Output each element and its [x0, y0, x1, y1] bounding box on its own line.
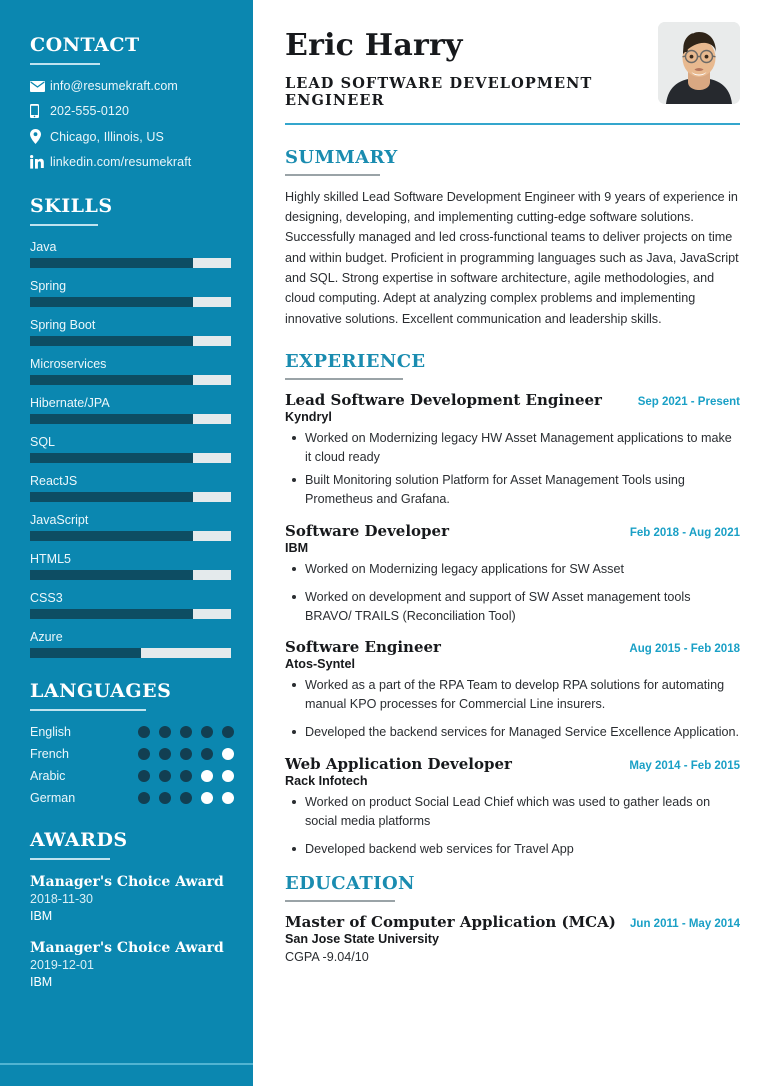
- job-bullet: Worked as a part of the RPA Team to develop RPA solutions for automating manual KPO processes for Commercial Line insurers.: [285, 676, 740, 714]
- rating-dot: [138, 726, 150, 738]
- job-bullet-list: [285, 560, 740, 626]
- page-title: Eric Harry: [285, 28, 463, 63]
- job-role: Web Application Developer: [285, 755, 512, 774]
- job-date-range: Feb 2018 - Aug 2021: [629, 526, 740, 539]
- job-date-range: Sep 2021 - Present: [637, 396, 740, 409]
- skill-label: Hibernate/JPA: [30, 396, 110, 410]
- rating-dot: [159, 748, 171, 760]
- skill-label: HTML5: [30, 552, 71, 566]
- skill-bar-fill: [30, 453, 193, 463]
- skill-label: Java: [30, 240, 57, 254]
- rating-dot: [201, 748, 213, 760]
- language-rating: [138, 792, 234, 804]
- job-role: Lead Software Development Engineer: [285, 391, 602, 410]
- experience-item-header: [285, 391, 740, 409]
- experience-item-header: [285, 755, 740, 773]
- rating-dot: [222, 792, 234, 804]
- award-date: 2018-11-30: [30, 892, 94, 906]
- languages-list: [30, 725, 231, 805]
- map-pin-icon: [30, 129, 50, 144]
- skills-heading: SKILLS: [30, 195, 113, 217]
- rating-dot: [138, 792, 150, 804]
- main-content: [253, 0, 768, 1086]
- language-item: [30, 725, 231, 739]
- summary-section: [285, 147, 740, 330]
- award-title: Manager's Choice Award: [30, 939, 224, 956]
- job-bullet-list: [285, 429, 740, 509]
- skill-label: ReactJS: [30, 474, 78, 488]
- experience-item: [285, 391, 740, 509]
- summary-heading-rule: [285, 174, 380, 176]
- skill-bar: [30, 414, 231, 424]
- skill-item: [30, 474, 231, 502]
- experience-item: [285, 638, 740, 742]
- language-label: French: [30, 747, 69, 761]
- experience-heading: EXPERIENCE: [285, 351, 426, 373]
- skill-bar: [30, 531, 231, 541]
- education-item: [285, 913, 740, 964]
- rating-dot: [222, 770, 234, 782]
- skill-bar-fill: [30, 375, 193, 385]
- job-bullet-list: [285, 676, 740, 742]
- awards-list: [30, 874, 231, 990]
- skill-item: [30, 318, 231, 346]
- header-job-title: LEAD SOFTWARE DEVELOPMENT ENGINEER: [285, 74, 593, 109]
- skill-item: [30, 396, 231, 424]
- education-degree: Master of Computer Application (MCA): [285, 912, 616, 931]
- skill-item: [30, 513, 231, 541]
- summary-heading: SUMMARY: [285, 146, 398, 168]
- job-role: Software Engineer: [285, 638, 441, 657]
- education-section: [285, 873, 740, 964]
- header-divider: [285, 123, 740, 125]
- contact-item-email[interactable]: [30, 79, 231, 93]
- experience-item: [285, 522, 740, 626]
- language-label: Arabic: [30, 769, 66, 783]
- language-rating: [138, 726, 234, 738]
- skills-list: [30, 240, 231, 658]
- experience-item-header: [285, 638, 740, 656]
- rating-dot: [180, 726, 192, 738]
- rating-dot: [222, 748, 234, 760]
- skill-label: Azure: [30, 630, 63, 644]
- award-item: [30, 940, 231, 990]
- skill-bar: [30, 609, 231, 619]
- skill-label: Spring Boot: [30, 318, 96, 332]
- skill-bar-fill: [30, 570, 193, 580]
- summary-text: Highly skilled Lead Software Development Engineer with 9 years of experience in designing, developing, and implementing cutting-edge software solutions. Successfully managed and led cross-functional teams to deliver projects on time and within budget. Proficient in programming languages such as Java, JavaScript and SQL. Strong expertise in software architecture, agile methodologies, and cloud computing. Adept at analyzing complex problems and implementing innovative solutions. Excellent communication and leadership skills.: [285, 189, 739, 326]
- job-bullet: Worked on development and support of SW Asset management tools BRAVO/ TRAILS (Reconciliation Tool): [285, 588, 740, 626]
- contact-list: [30, 79, 231, 169]
- language-rating: [138, 770, 234, 782]
- sidebar: [0, 0, 253, 1086]
- skill-item: [30, 552, 231, 580]
- skill-bar: [30, 336, 231, 346]
- rating-dot: [201, 792, 213, 804]
- education-list: [285, 913, 740, 964]
- award-item: [30, 874, 231, 924]
- skill-bar: [30, 570, 231, 580]
- skill-bar-fill: [30, 609, 193, 619]
- rating-dot: [159, 770, 171, 782]
- skill-bar: [30, 453, 231, 463]
- education-heading-rule: [285, 900, 395, 902]
- skill-item: [30, 240, 231, 268]
- job-company: Kyndryl: [285, 410, 332, 425]
- contact-heading-rule: [30, 63, 100, 65]
- job-bullet: Worked on Modernizing legacy applications for SW Asset: [285, 560, 740, 579]
- education-date-range: Jun 2011 - May 2014: [630, 917, 740, 930]
- experience-item-header: [285, 522, 740, 540]
- job-bullet: Worked on Modernizing legacy HW Asset Management applications to make it cloud ready: [285, 429, 740, 467]
- skill-item: [30, 357, 231, 385]
- contact-item-location[interactable]: [30, 129, 231, 144]
- job-bullet-list: [285, 793, 740, 859]
- skill-label: SQL: [30, 435, 56, 449]
- rating-dot: [159, 792, 171, 804]
- language-label: German: [30, 791, 76, 805]
- skills-heading-rule: [30, 224, 98, 226]
- skill-bar-fill: [30, 297, 193, 307]
- rating-dot: [138, 770, 150, 782]
- language-label: English: [30, 725, 71, 739]
- contact-section: [30, 34, 231, 169]
- skill-bar-fill: [30, 531, 193, 541]
- languages-heading: LANGUAGES: [30, 680, 172, 702]
- rating-dot: [201, 726, 213, 738]
- job-role: Software Developer: [285, 521, 449, 540]
- contact-heading: CONTACT: [30, 34, 140, 56]
- header-text-block: [285, 22, 658, 109]
- skill-bar-fill: [30, 336, 193, 346]
- job-company: Atos-Syntel: [285, 657, 355, 672]
- skill-bar: [30, 375, 231, 385]
- contact-phone-text: 202-555-0120: [50, 104, 130, 118]
- awards-heading-rule: [30, 858, 110, 860]
- awards-section: [30, 829, 231, 990]
- job-bullet: Developed the backend services for Managed Service Excellence Application.: [285, 723, 740, 742]
- languages-heading-rule: [30, 709, 146, 711]
- job-bullet: Built Monitoring solution Platform for Asset Management Tools using Prometheus and Grafana.: [285, 471, 740, 509]
- experience-section: [285, 351, 740, 859]
- contact-item-linkedin[interactable]: [30, 155, 231, 169]
- skill-bar: [30, 492, 231, 502]
- language-item: [30, 747, 231, 761]
- rating-dot: [180, 748, 192, 760]
- skill-bar-fill: [30, 648, 141, 658]
- experience-heading-rule: [285, 378, 403, 380]
- contact-linkedin-text: linkedin.com/resumekraft: [50, 155, 192, 169]
- skill-bar-fill: [30, 258, 193, 268]
- skill-bar: [30, 258, 231, 268]
- job-company: Rack Infotech: [285, 774, 368, 789]
- award-organization: IBM: [30, 908, 53, 923]
- language-item: [30, 769, 231, 783]
- rating-dot: [138, 748, 150, 760]
- job-date-range: Aug 2015 - Feb 2018: [629, 643, 740, 656]
- job-company: IBM: [285, 540, 309, 555]
- skill-bar-fill: [30, 492, 193, 502]
- skill-label: JavaScript: [30, 513, 89, 527]
- education-item-header: [285, 913, 740, 931]
- languages-section: [30, 680, 231, 805]
- language-item: [30, 791, 231, 805]
- envelope-icon: [30, 81, 50, 92]
- education-gpa: CGPA -9.04/10: [285, 949, 369, 964]
- contact-email-text: info@resumekraft.com: [50, 79, 178, 93]
- contact-location-text: Chicago, Illinois, US: [50, 129, 164, 144]
- contact-item-phone[interactable]: [30, 104, 231, 118]
- job-date-range: May 2014 - Feb 2015: [629, 760, 740, 773]
- avatar: [658, 22, 740, 104]
- experience-list: [285, 391, 740, 859]
- skill-item: [30, 591, 231, 619]
- rating-dot: [222, 726, 234, 738]
- skill-item: [30, 630, 231, 658]
- job-bullet: Worked on product Social Lead Chief which was used to gather leads on social media platforms: [285, 793, 740, 831]
- skill-label: Microservices: [30, 357, 107, 371]
- rating-dot: [180, 792, 192, 804]
- education-school: San Jose State University: [285, 931, 439, 946]
- job-bullet: Developed backend web services for Travel App: [285, 840, 740, 859]
- skill-label: Spring: [30, 279, 67, 293]
- linkedin-icon: [30, 155, 50, 169]
- rating-dot: [180, 770, 192, 782]
- rating-dot: [159, 726, 171, 738]
- skill-item: [30, 435, 231, 463]
- experience-item: [285, 755, 740, 859]
- skill-bar-fill: [30, 414, 193, 424]
- skill-bar: [30, 297, 231, 307]
- skill-bar: [30, 648, 231, 658]
- award-title: Manager's Choice Award: [30, 874, 224, 890]
- awards-heading: AWARDS: [30, 829, 128, 851]
- skill-item: [30, 279, 231, 307]
- rating-dot: [201, 770, 213, 782]
- award-organization: IBM: [30, 974, 53, 989]
- skills-section: [30, 195, 231, 658]
- mobile-phone-icon: [30, 104, 50, 118]
- skill-label: CSS3: [30, 591, 63, 605]
- resume-header: [285, 22, 740, 109]
- education-heading: EDUCATION: [285, 872, 415, 894]
- language-rating: [138, 748, 234, 760]
- award-date: 2019-12-01: [30, 957, 94, 972]
